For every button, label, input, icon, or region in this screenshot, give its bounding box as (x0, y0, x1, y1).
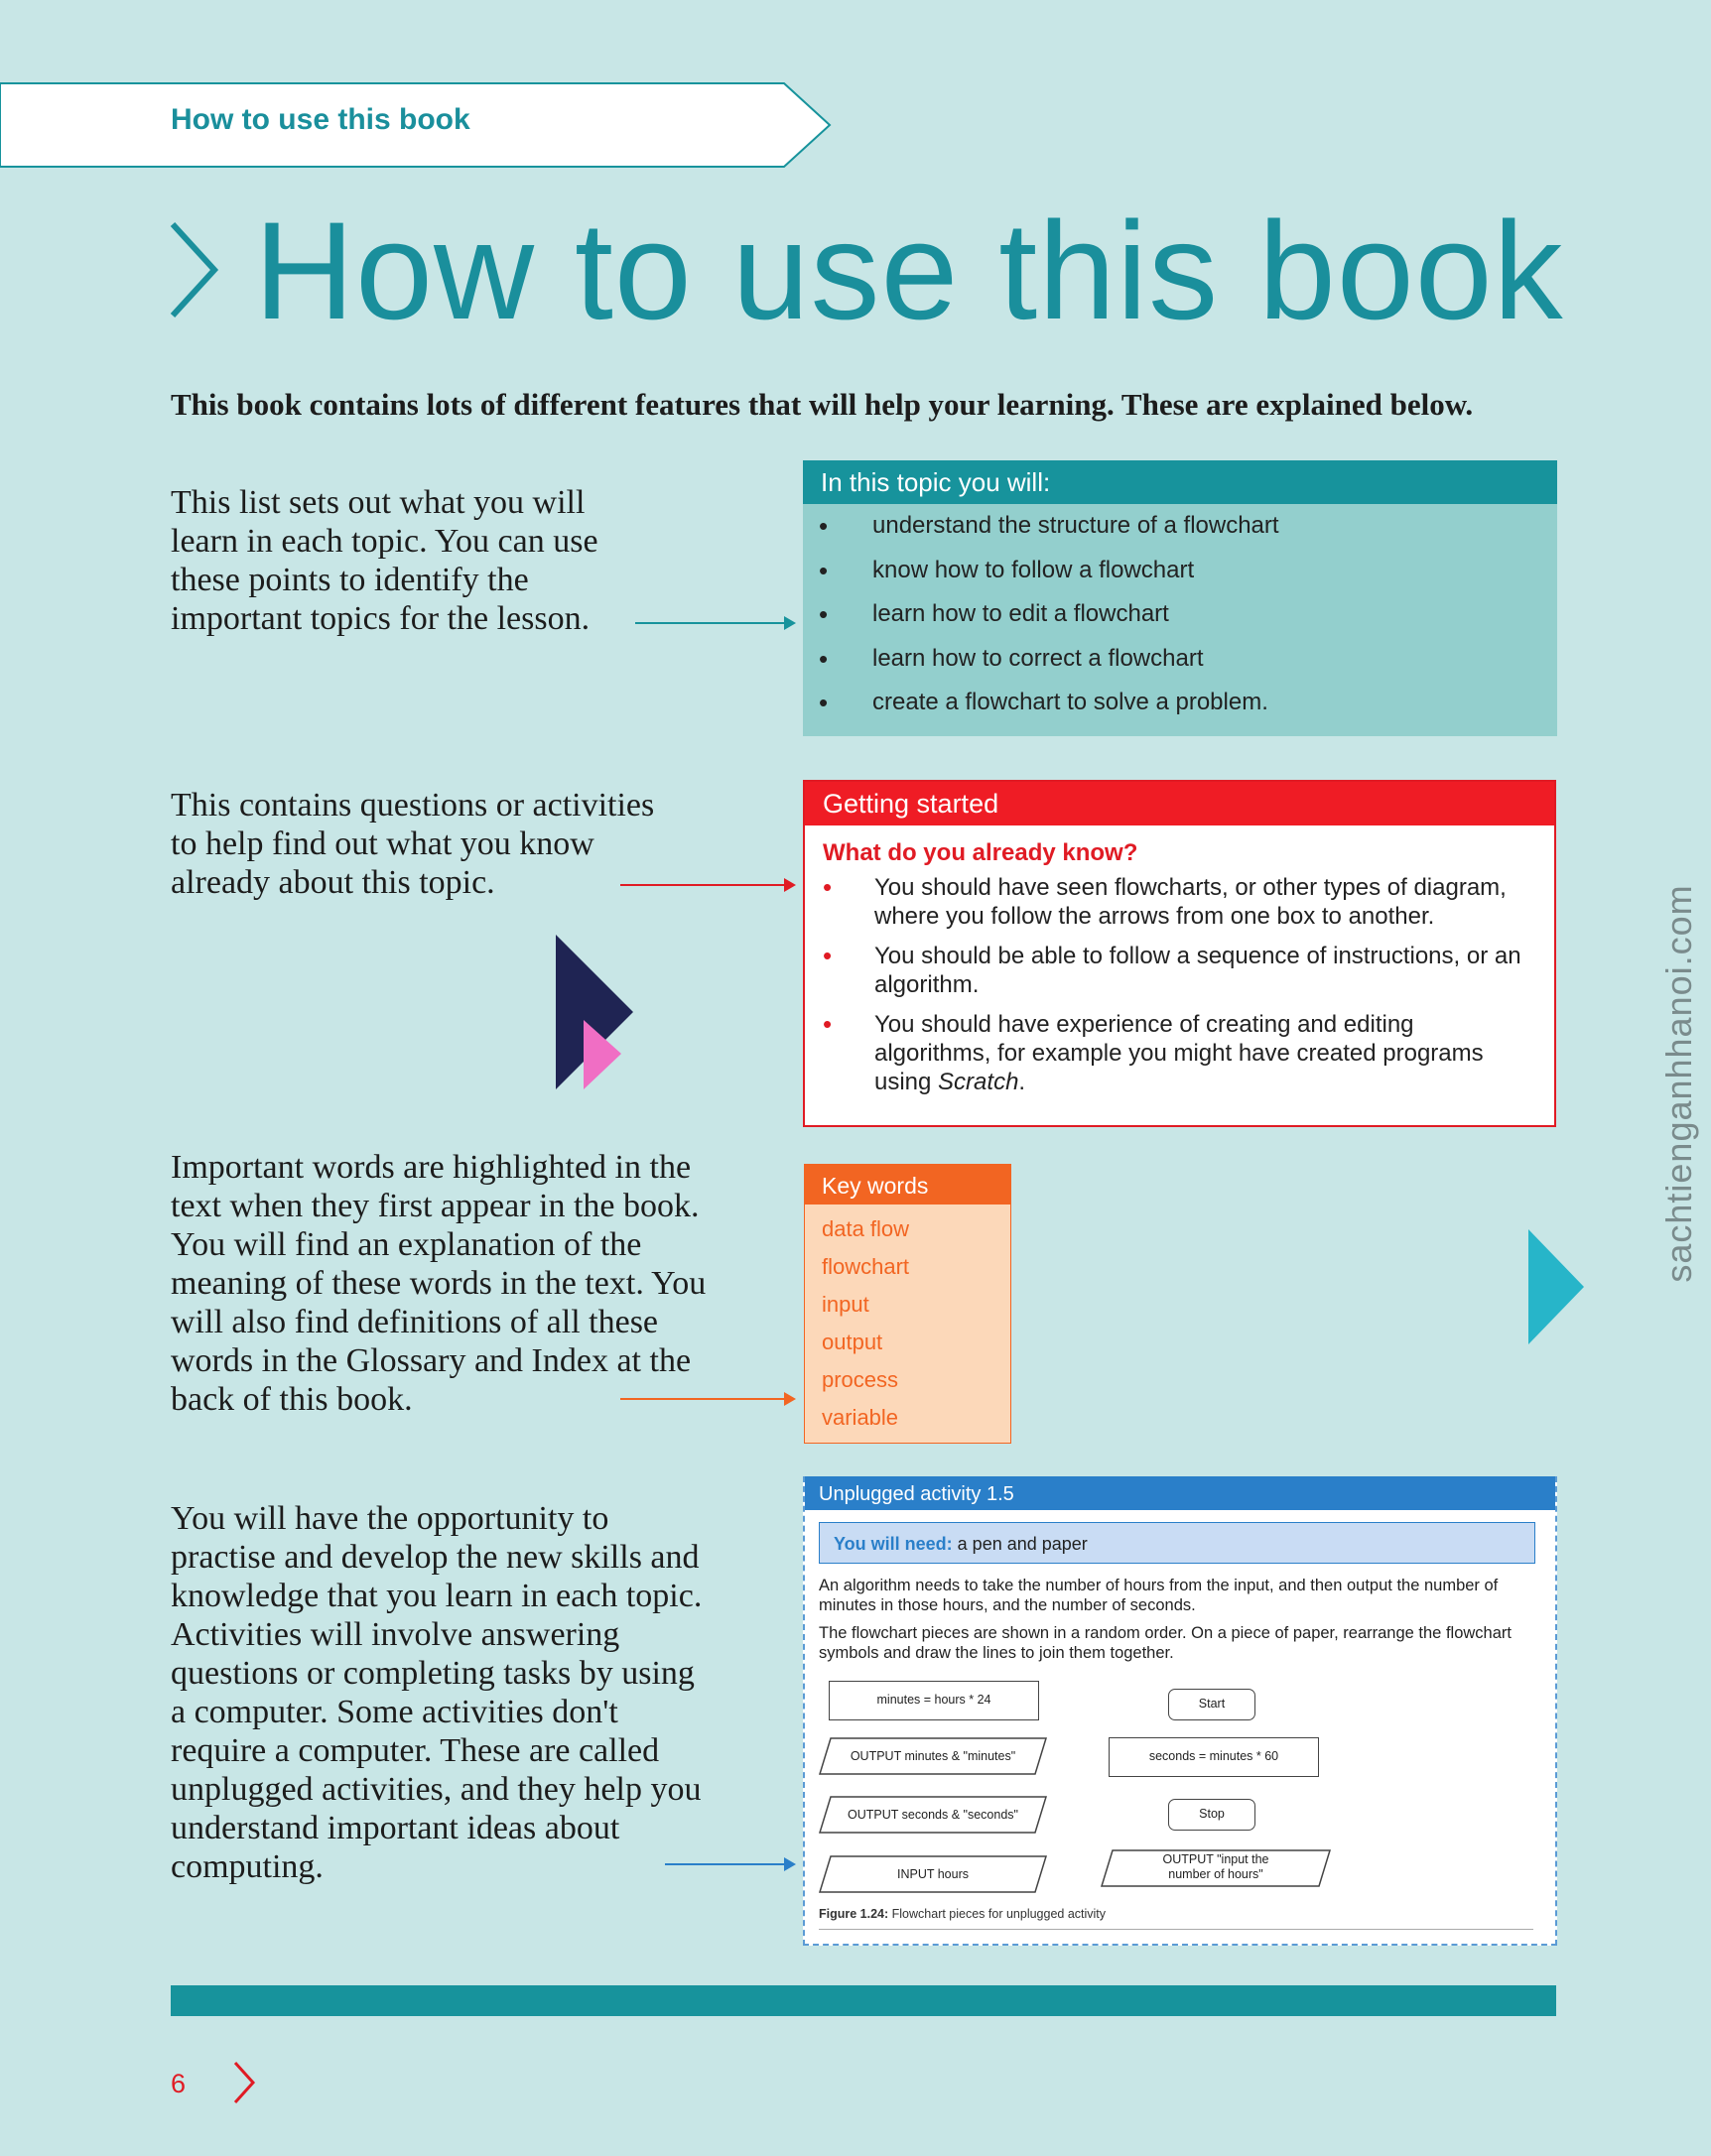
flowchart-terminator-start (1168, 1689, 1255, 1720)
list-item: • learn how to edit a flowchart (803, 592, 1557, 637)
list-item-punctuation: . (1018, 1069, 1026, 1095)
unplugged-activity-box (803, 1476, 1557, 1946)
list-item: • You should be able to follow a sequence of instructions, or an algorithm. (805, 942, 1554, 999)
figure-caption (819, 1907, 1106, 1921)
list-item: • understand the structure of a flowchart (803, 504, 1557, 549)
you-will-need-value: a pen and paper (952, 1534, 1088, 1554)
list-item (805, 1010, 1554, 1096)
key-word: variable (822, 1405, 899, 1430)
getting-started-description: This contains questions or activities to help find out what you know already about this topic. (171, 787, 655, 901)
key-word: output (822, 1330, 883, 1354)
page-number: 6 (171, 2069, 187, 2098)
flowchart-piece-label: Stop (1199, 1807, 1225, 1821)
getting-started-question: What do you already know? (823, 839, 1138, 866)
topic-box (803, 460, 1557, 736)
getting-started-header: Getting started (805, 782, 1554, 825)
started-arrow-icon (620, 875, 799, 895)
flowchart-piece-label: minutes = hours * 24 (876, 1693, 991, 1707)
key-word: flowchart (822, 1254, 910, 1279)
next-page-triangle-icon (1526, 1227, 1586, 1346)
flowchart-piece-label: OUTPUT "input the number of hours" (1162, 1852, 1269, 1881)
key-words-list (805, 1210, 1010, 1437)
list-item: • create a flowchart to solve a problem. (803, 681, 1557, 725)
activity-paragraph: The flowchart pieces are shown in a random order. On a piece of paper, rearrange the flowchart symbols and draw the lines to join them together. (819, 1624, 1512, 1662)
you-will-need-label: You will need: (834, 1534, 953, 1554)
title-chevron-icon (169, 220, 220, 319)
key-word: data flow (822, 1216, 910, 1241)
flowchart-process-minutes (829, 1681, 1039, 1720)
flowchart-piece-label: Start (1198, 1697, 1226, 1711)
topic-description: This list sets out what you will learn in each topic. You can use these points to identify the important topics for the lesson. (171, 484, 598, 637)
intro-text: This book contains lots of different features that will help your learning. These are explained below. (171, 387, 1474, 422)
flowchart-output-prompt (1101, 1849, 1331, 1887)
topic-box-header: In this topic you will: (803, 460, 1557, 504)
flowchart-piece-label: INPUT hours (896, 1867, 969, 1881)
list-item-text: You should have experience of creating and editing algorithms, for example you might have created programs using (874, 1011, 1484, 1095)
flowchart-process-seconds (1109, 1737, 1319, 1777)
getting-started-list (805, 873, 1554, 1096)
figure-caption-text: Flowchart pieces for unplugged activity (888, 1907, 1107, 1921)
topic-list (803, 504, 1557, 725)
key-word: input (822, 1292, 869, 1317)
list-item: • know how to follow a flowchart (803, 549, 1557, 593)
key-words-box (804, 1164, 1011, 1444)
figure-label: Figure 1.24: (819, 1907, 889, 1921)
flowchart-output-minutes (819, 1737, 1047, 1775)
key-words-description: Important words are highlighted in the text when they first appear in the book. You will find an explanation of the meaning of these words in the text. You will also find definitions of all these words in the Glossary and Index at the back of this book. (171, 1149, 707, 1418)
you-will-need-box (819, 1522, 1535, 1564)
italic-term: Scratch (938, 1069, 1019, 1095)
footer-bar (171, 1985, 1556, 2016)
figure-divider (819, 1929, 1533, 1930)
list-item: • You should have seen flowcharts, or other types of diagram, where you follow the arrows from one box to another. (805, 873, 1554, 931)
header-tab-label: How to use this book (171, 103, 470, 136)
flowchart-output-seconds (819, 1796, 1047, 1834)
list-item: • learn how to correct a flowchart (803, 637, 1557, 682)
activity-arrow-icon (665, 1854, 799, 1874)
flowchart-piece-label: seconds = minutes * 60 (1148, 1749, 1279, 1763)
page-title: How to use this book (254, 192, 1564, 348)
key-words-arrow-icon (620, 1389, 799, 1409)
activity-paragraph: An algorithm needs to take the number of hours from the input, and then output the number of minutes in those hours, and the number of seconds. (819, 1577, 1499, 1614)
activity-description: You will have the opportunity to practise and develop the new skills and knowledge that you learn in each topic. Activities will involve answering questions or completing tasks by using a computer. Some activities don't require a computer. These are called unplugged activities, and they help you understand important ideas about computing. (171, 1500, 703, 1885)
flowchart-piece-label: OUTPUT seconds & "seconds" (848, 1808, 1018, 1822)
activity-header: Unplugged activity 1.5 (805, 1476, 1555, 1510)
flowchart-terminator-stop (1168, 1799, 1255, 1831)
key-word: process (822, 1367, 899, 1392)
decorative-triangle-icon (554, 933, 635, 1091)
flowchart-input-hours (819, 1855, 1047, 1893)
topic-arrow-icon (635, 613, 799, 633)
page-chevron-icon (232, 2060, 256, 2105)
flowchart-piece-label: OUTPUT minutes & "minutes" (850, 1749, 1016, 1763)
watermark: sachtienganhhanoi.com (1658, 884, 1699, 1283)
key-words-header: Key words (805, 1165, 1010, 1205)
getting-started-box (803, 780, 1556, 1127)
